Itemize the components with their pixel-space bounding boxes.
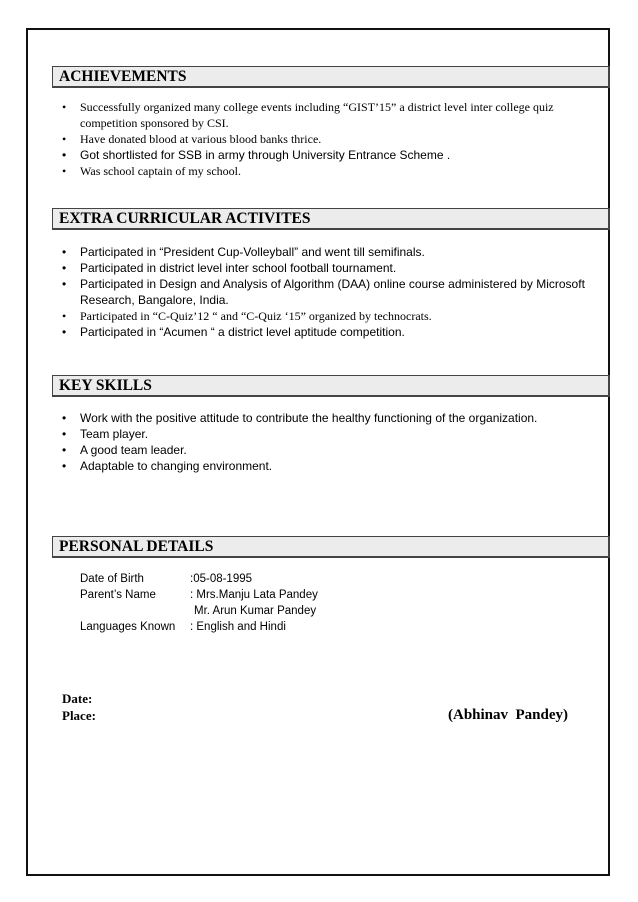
- list-item: • Got shortlisted for SSB in army through University Entrance Scheme .: [62, 148, 451, 162]
- list-item: • Participated in “President Cup-Volleyball” and went till semifinals.: [62, 245, 425, 259]
- personal-details: [80, 571, 318, 635]
- bullet-icon: •: [62, 309, 67, 323]
- extra-curricular-list: [52, 244, 602, 340]
- list-item: • Have donated blood at various blood banks thrice.: [62, 132, 322, 146]
- bullet-icon: •: [62, 164, 67, 178]
- languages-row: [80, 619, 318, 635]
- parent-label: Parent’s Name: [80, 589, 156, 601]
- applicant-name: (Abhinav Pandey): [448, 707, 569, 723]
- bullet-icon: •: [62, 100, 67, 114]
- bullet-icon: •: [62, 245, 67, 259]
- key-skills-header: KEY SKILLS: [52, 375, 610, 397]
- bullet-icon: •: [62, 459, 67, 473]
- date-label: Date:: [62, 691, 93, 706]
- dob-label: Date of Birth: [80, 573, 144, 585]
- bullet-icon: •: [62, 148, 67, 162]
- bullet-icon: •: [62, 427, 67, 441]
- list-item: • Adaptable to changing environment.: [62, 459, 273, 473]
- bullet-icon: •: [62, 261, 67, 275]
- parent-value-2: Mr. Arun Kumar Pandey: [194, 605, 317, 617]
- list-item: • Participated in “Acumen “ a district level aptitude competition.: [62, 325, 405, 339]
- dob-value: :05-08-1995: [190, 573, 253, 585]
- bullet-icon: •: [62, 325, 67, 339]
- list-item: • Participated in “C-Quiz’12 “ and “C-Quiz ‘15” organized by technocrats.: [62, 309, 432, 323]
- languages-label: Languages Known: [80, 621, 176, 633]
- achievements-list: [52, 99, 602, 179]
- list-item: • A good team leader.: [62, 443, 187, 457]
- list-item: • Successfully organized many college events including “GIST’15” a district level inter college quiz competition sponsored by CSI.: [62, 100, 554, 130]
- key-skills-list: [52, 410, 602, 474]
- extra-curricular-header: EXTRA CURRICULAR ACTIVITES: [52, 208, 610, 230]
- bullet-icon: •: [62, 132, 67, 146]
- parent-row: [80, 587, 318, 603]
- languages-value: : English and Hindi: [190, 621, 286, 633]
- bullet-icon: •: [62, 411, 67, 425]
- list-item: • Work with the positive attitude to contribute the healthy functioning of the organization.: [62, 411, 538, 425]
- dob-row: [80, 571, 318, 587]
- achievements-header: ACHIEVEMENTS: [52, 66, 610, 88]
- parent-value: : Mrs.Manju Lata Pandey: [190, 589, 318, 601]
- list-item: • Participated in Design and Analysis of Algorithm (DAA) online course administered by Microsoft Research, Bangalore, India.: [62, 277, 585, 307]
- bullet-icon: •: [62, 443, 67, 457]
- list-item: • Was school captain of my school.: [62, 164, 241, 178]
- list-item: • Team player.: [62, 427, 149, 441]
- list-item: • Participated in district level inter school football tournament.: [62, 261, 397, 275]
- resume-page: [26, 28, 610, 876]
- bullet-icon: •: [62, 277, 67, 291]
- personal-details-header: PERSONAL DETAILS: [52, 536, 610, 558]
- place-label: Place:: [62, 708, 96, 723]
- parent-row-2: [80, 603, 318, 619]
